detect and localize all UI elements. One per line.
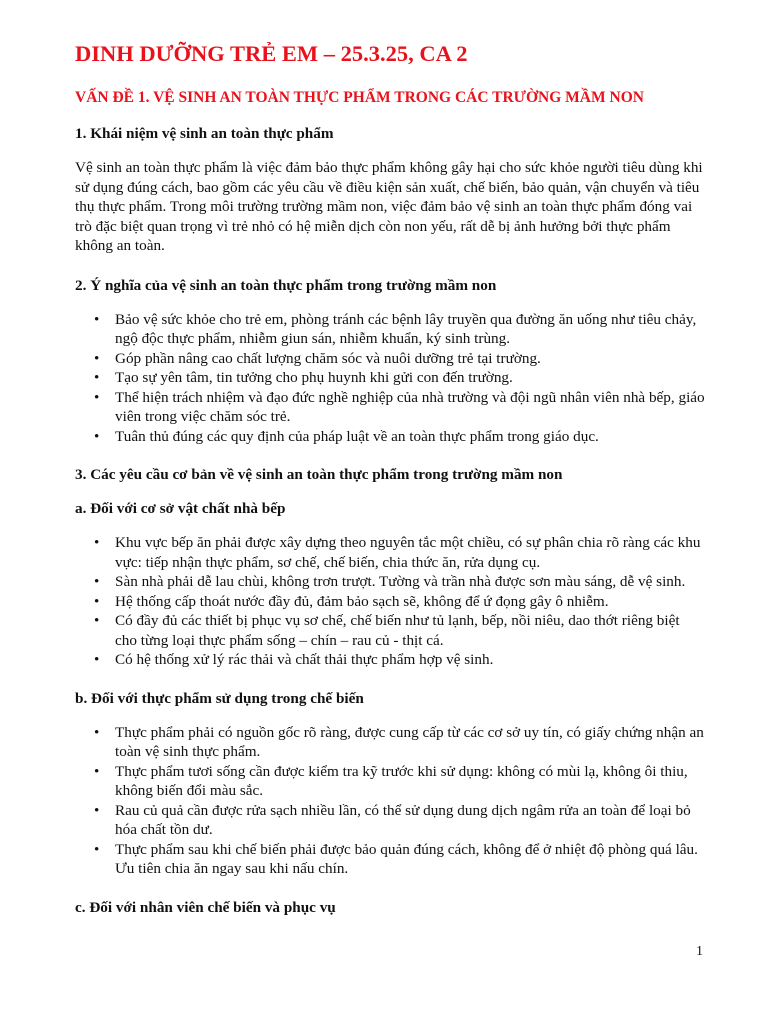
document-title: DINH DƯỠNG TRẺ EM – 25.3.25, CA 2 [75, 41, 468, 66]
section-1-heading: 1. Khái niệm vệ sinh an toàn thực phẩm [75, 125, 334, 143]
list-item: • Hệ thống cấp thoát nước đầy đủ, đảm bảo sạch sẽ, không để ứ đọng gây ô nhiễm. [75, 592, 705, 612]
page-number: 1 [696, 944, 703, 959]
list-item: • Có hệ thống xử lý rác thải và chất thải thực phẩm hợp vệ sinh. [75, 650, 705, 670]
list-item: • Thể hiện trách nhiệm và đạo đức nghề nghiệp của nhà trường và đội ngũ nhân viên nhà bếp, giáo viên trong việc chăm sóc trẻ. [75, 388, 705, 427]
section-3b-heading: b. Đối với thực phẩm sử dụng trong chế biến [75, 689, 364, 707]
list-item: • Thực phẩm tươi sống cần được kiểm tra kỹ trước khi sử dụng: không có mùi lạ, không ôi thiu, không biến đổi màu sắc. [75, 762, 705, 801]
list-item: • Sàn nhà phải dễ lau chùi, không trơn trượt. Tường và trần nhà được sơn màu sáng, dễ vệ sinh. [75, 572, 705, 592]
section-3c-heading: c. Đối với nhân viên chế biến và phục vụ [75, 898, 336, 916]
section-2-list [75, 310, 705, 447]
list-item: • Thực phẩm phải có nguồn gốc rõ ràng, được cung cấp từ các cơ sở uy tín, có giấy chứng nhận an toàn vệ sinh thực phẩm. [75, 723, 705, 762]
list-item: • Bảo vệ sức khỏe cho trẻ em, phòng tránh các bệnh lây truyền qua đường ăn uống như tiêu chảy, ngộ độc thực phẩm, nhiễm giun sán, nhiễm khuẩn, ký sinh trùng. [75, 310, 705, 349]
section-3a-heading: a. Đối với cơ sở vật chất nhà bếp [75, 500, 286, 518]
issue-subtitle: VẤN ĐỀ 1. VỆ SINH AN TOÀN THỰC PHẨM TRONG CÁC TRƯỜNG MẦM NON [75, 88, 644, 106]
list-item: • Góp phần nâng cao chất lượng chăm sóc và nuôi dưỡng trẻ tại trường. [75, 349, 705, 369]
list-item: • Tuân thủ đúng các quy định của pháp luật về an toàn thực phẩm trong giáo dục. [75, 427, 705, 447]
section-3b-list [75, 723, 705, 879]
section-1-paragraph: Vệ sinh an toàn thực phẩm là việc đảm bảo thực phẩm không gây hại cho sức khỏe người tiêu dùng khi sử dụng đúng cách, bao gồm các yêu cầu về điều kiện sản xuất, chế biến, bảo quản, vận chuyển và tiêu thụ thực phẩm. Trong môi trường trường mầm non, việc đảm bảo vệ sinh an toàn thực phẩm đóng vai trò đặc biệt quan trọng vì trẻ nhỏ có hệ miễn dịch còn non yếu, rất dễ bị ảnh hưởng bởi thực phẩm không an toàn. [75, 159, 703, 255]
list-item: • Rau củ quả cần được rửa sạch nhiều lần, có thể sử dụng dung dịch ngâm rửa an toàn để loại bỏ hóa chất tồn dư. [75, 801, 705, 840]
document-page [75, 42, 705, 932]
section-2-heading: 2. Ý nghĩa của vệ sinh an toàn thực phẩm trong trường mầm non [75, 276, 497, 294]
list-item: • Khu vực bếp ăn phải được xây dựng theo nguyên tắc một chiều, có sự phân chia rõ ràng các khu vực: tiếp nhận thực phẩm, sơ chế, chế biến, chia thức ăn, rửa dụng cụ. [75, 533, 705, 572]
list-item: • Thực phẩm sau khi chế biến phải được bảo quản đúng cách, không để ở nhiệt độ phòng quá lâu. Ưu tiên chia ăn ngay sau khi nấu chín. [75, 840, 705, 879]
list-item: • Có đầy đủ các thiết bị phục vụ sơ chế, chế biến như tủ lạnh, bếp, nồi niêu, dao thớt riêng biệt cho từng loại thực phẩm sống – chín – rau củ - thịt cá. [75, 611, 705, 650]
section-3a-list [75, 533, 705, 670]
list-item: • Tạo sự yên tâm, tin tưởng cho phụ huynh khi gửi con đến trường. [75, 368, 705, 388]
section-3-heading: 3. Các yêu cầu cơ bản về vệ sinh an toàn thực phẩm trong trường mầm non [75, 466, 563, 484]
